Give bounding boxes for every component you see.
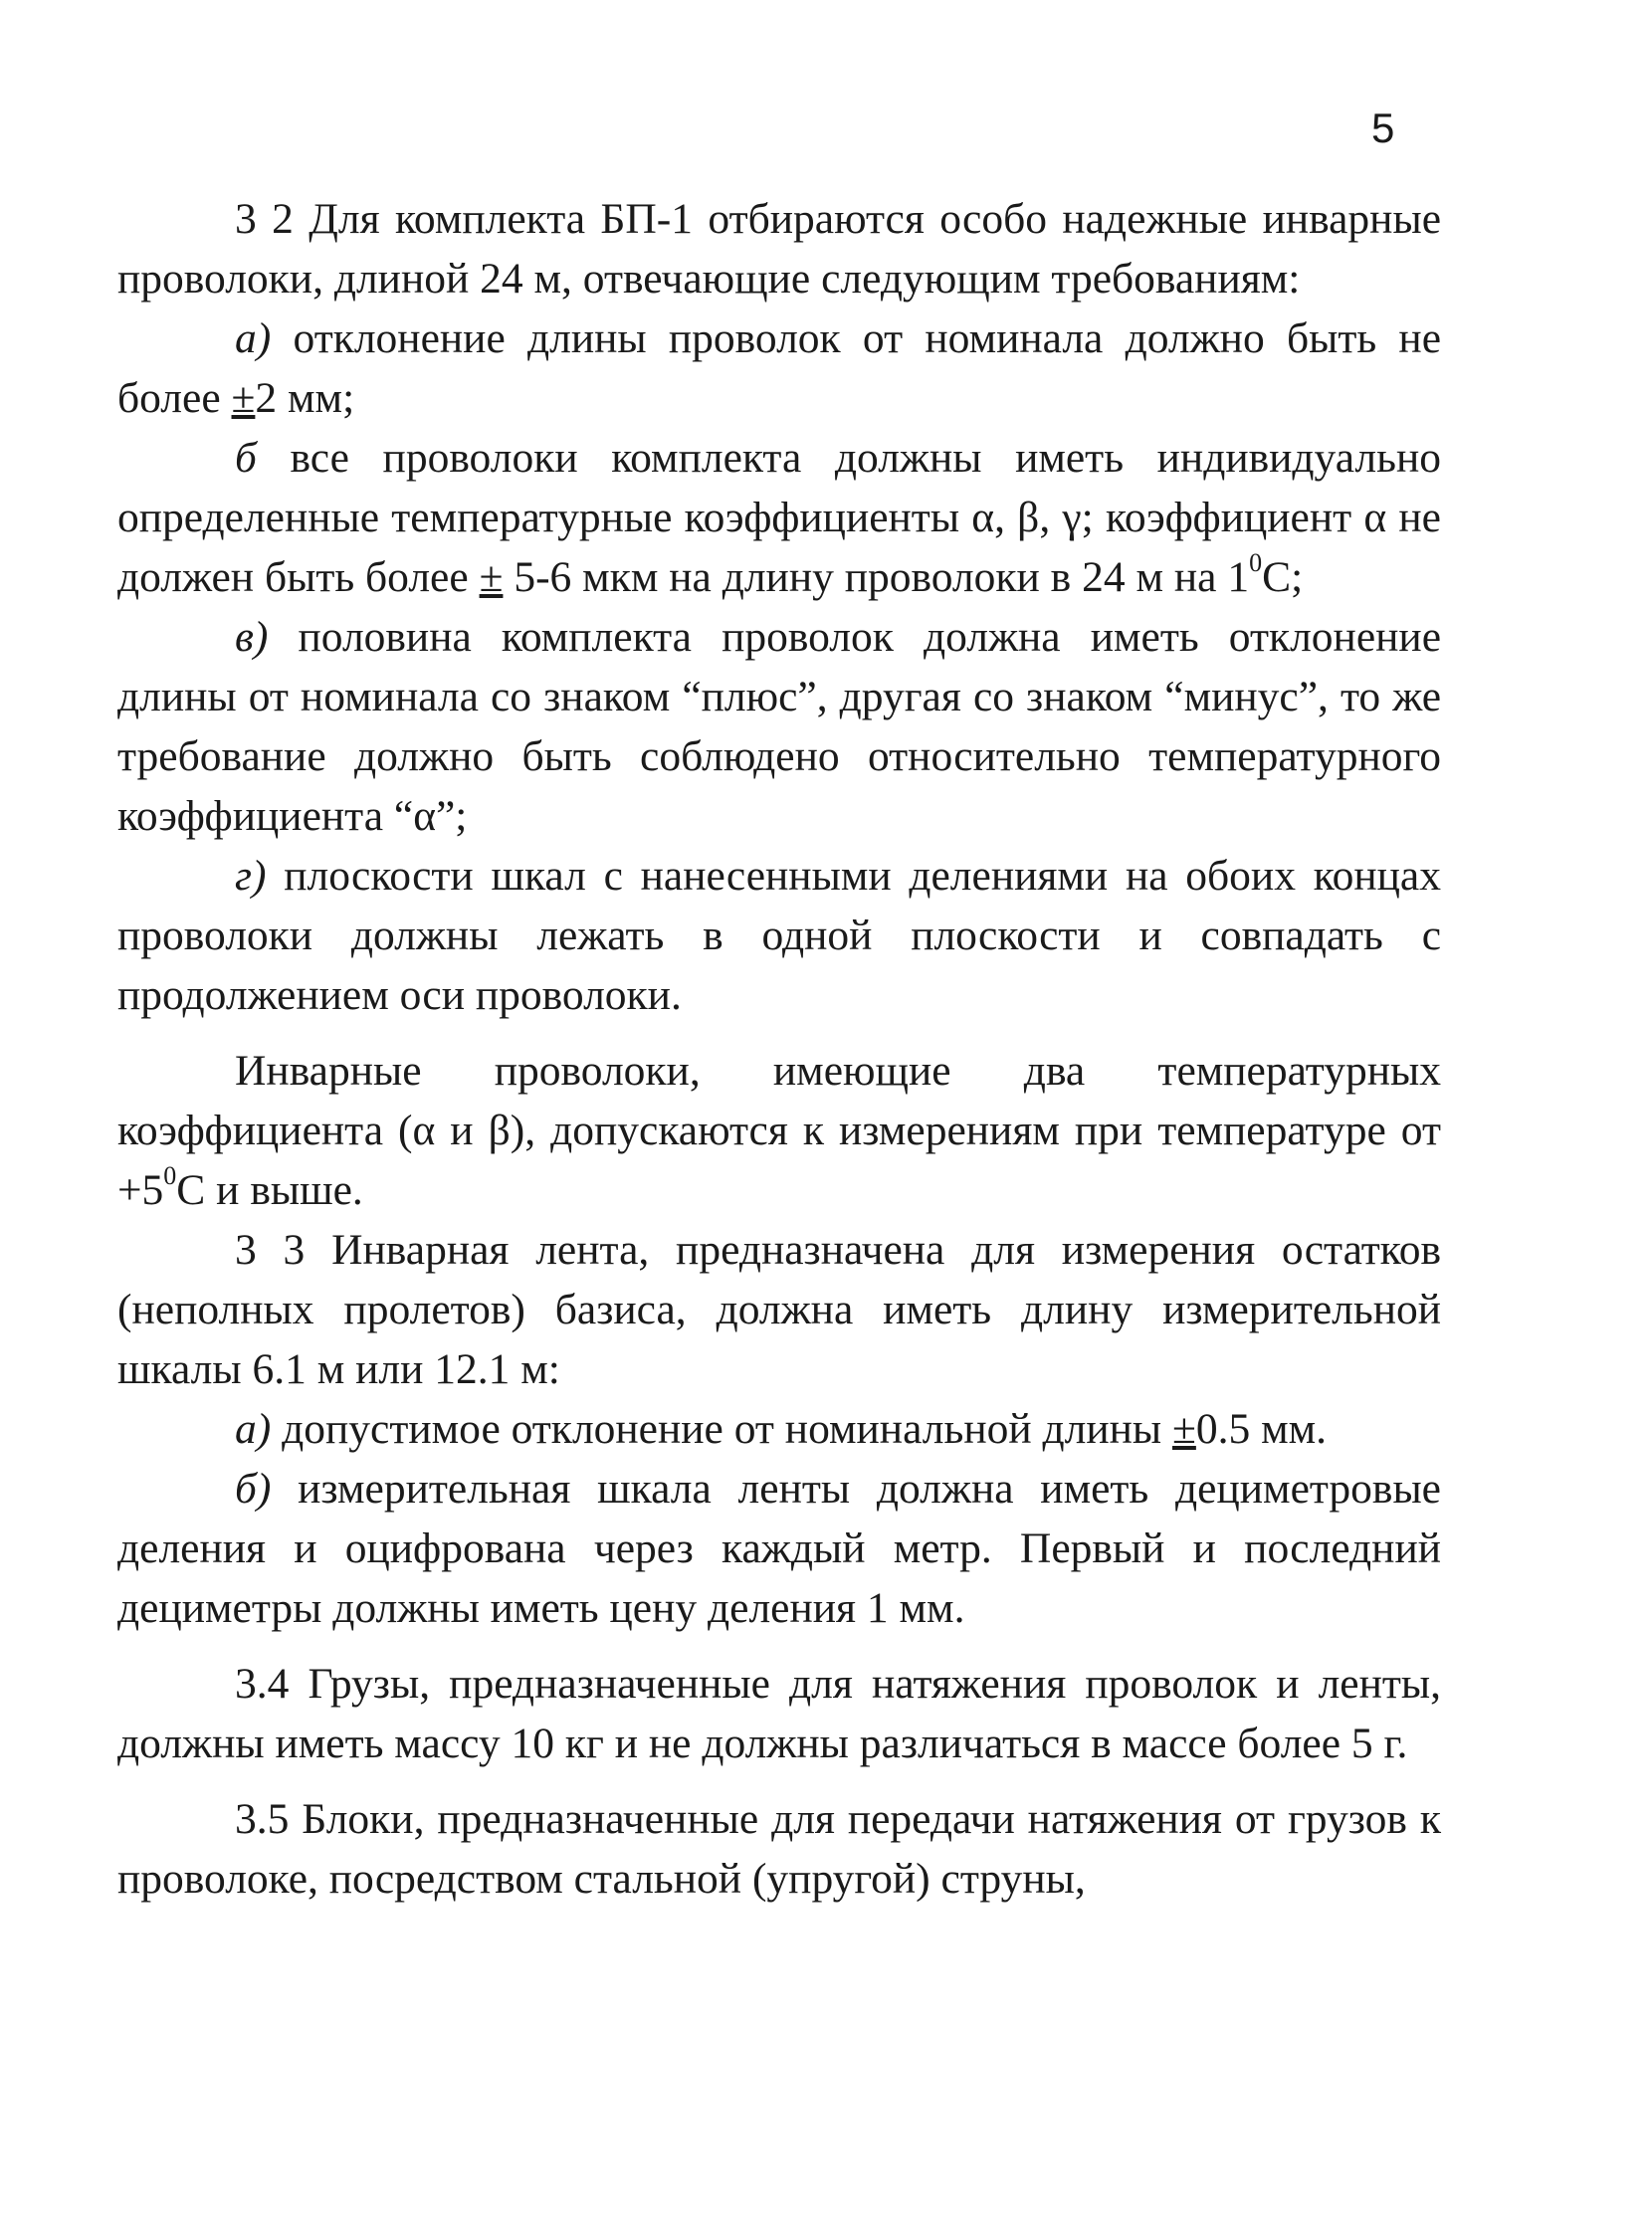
paragraph-text: 0.5 мм. [1195,1405,1328,1453]
plus-minus-sign: ± [1172,1405,1196,1453]
paragraph-3-2-a [117,308,1441,428]
paragraph-text: Инварные проволоки, имеющие два температурных коэффициента (α и β), допускаются к измерениям при температуре от +5 [117,1047,1441,1214]
paragraph-text: все проволоки комплекта должны иметь индивидуально определенные температурные коэффициенты α, β, γ; коэффициент α не должен быть более [117,434,1441,601]
plus-minus-sign: ± [479,553,504,601]
paragraph-3-2-v [117,607,1441,846]
item-marker: б [235,434,257,482]
item-marker: в) [235,613,269,661]
paragraph-3-5 [117,1789,1441,1909]
paragraph-3-2-g [117,846,1441,1025]
page-number: 5 [1371,104,1395,151]
paragraph-text: 3 2 Для комплекта БП-1 отбираются особо надежные инварные проволоки, длиной 24 м, отвечающие следующим требованиям: [117,195,1441,303]
paragraph-3-3-a [117,1399,1441,1459]
paragraph-text: 3 3 Инварная лента, предназначена для измерения остатков (неполных пролетов) базиса, должна иметь длину измерительной шкалы 6.1 м или 12.1 м: [117,1226,1441,1393]
paragraph-text: половина комплекта проволок должна иметь отклонение длины от номинала со знаком “плюс”, другая со знаком “минус”, то же требование должно быть соблюдено относительно температурного коэффициента “α”; [117,613,1442,840]
paragraph-text: измерительная шкала ленты должна иметь дециметровые деления и оцифрована через каждый метр. Первый и последний дециметры должны иметь цену деления 1 мм. [117,1465,1441,1632]
paragraph-3-2-intro [117,189,1441,308]
page-body [117,189,1441,1909]
paragraph-text: отклонение длины проволок от номинала должно быть не более [117,314,1442,422]
paragraph-text: 2 мм; [255,374,355,422]
paragraph-text: допустимое отклонение от номинальной длины [282,1405,1172,1453]
paragraph-3-3-b [117,1459,1441,1638]
paragraph-3-3-intro [117,1220,1441,1399]
paragraph-text: плоскости шкал с нанесенными делениями на обоих концах проволоки должны лежать в одной плоскости и совпадать с продолжением оси проволоки. [117,852,1441,1019]
item-marker: б) [235,1465,272,1513]
paragraph-3-4 [117,1654,1441,1773]
paragraph-text: С и выше. [176,1166,363,1214]
paragraph-text: 3.4 Грузы, предназначенные для натяжения проволок и ленты, должны иметь массу 10 кг и не должны различаться в массе более 5 г. [117,1660,1441,1767]
paragraph-text: С; [1262,553,1304,601]
paragraph-3-2-b [117,428,1441,607]
paragraph-3-2-note [117,1041,1441,1220]
degree-superscript: 0 [163,1161,177,1190]
paragraph-text: 5-6 мкм на длину проволоки в 24 м на 1 [503,553,1250,601]
item-marker: а) [235,1405,272,1453]
degree-superscript: 0 [1249,548,1263,577]
paragraph-text: 3.5 Блоки, предназначенные для передачи натяжения от грузов к проволоке, посредством стальной (упругой) струны, [117,1795,1441,1903]
item-marker: г) [235,852,267,900]
plus-minus-sign: ± [231,374,256,422]
item-marker: а) [235,314,272,362]
